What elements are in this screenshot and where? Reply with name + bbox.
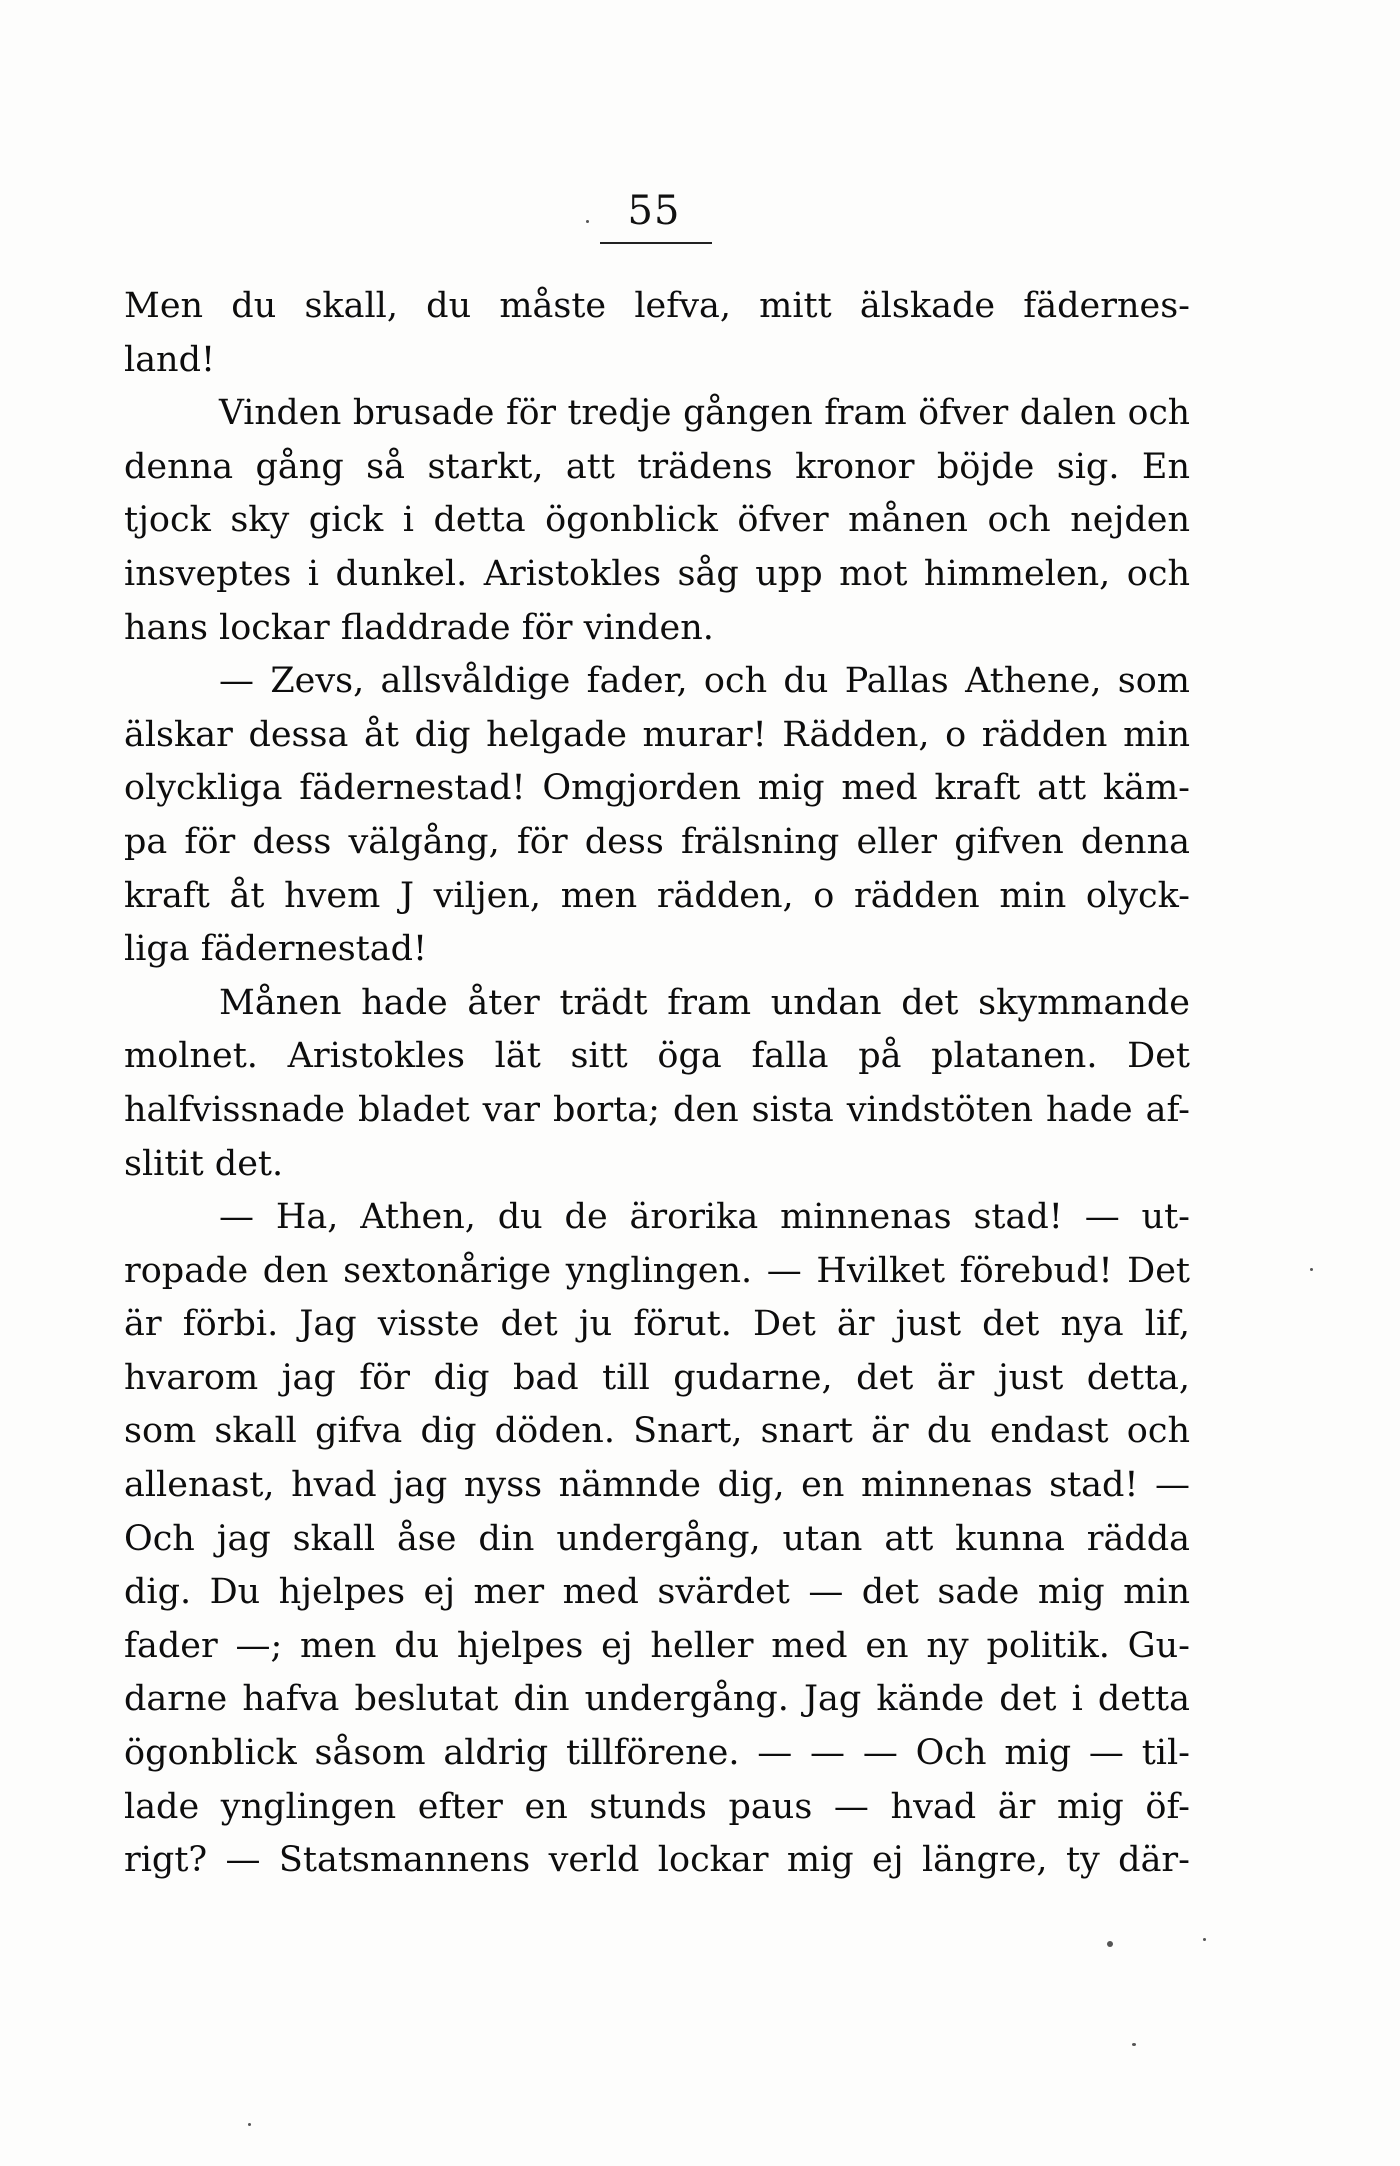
text-line: Månen hade åter trädt fram undan det skymmande (219, 982, 1190, 1023)
text-line: Vinden brusade för tredje gången fram öfver dalen och (219, 393, 1190, 434)
text-line: halfvissnade bladet var borta; den sista vindstöten hade af- (124, 1089, 1190, 1130)
text-line: allenast, hvad jag nyss nämnde dig, en minnenas stad! — (124, 1465, 1190, 1506)
text-line: insveptes i dunkel. Aristokles såg upp mot himmelen, och (124, 553, 1190, 594)
text-line: — Ha, Athen, du de ärorika minnenas stad! — ut- (219, 1197, 1190, 1238)
text-line: är förbi. Jag visste det ju förut. Det är just det nya lif, (124, 1304, 1190, 1345)
text-line: slitit det. (124, 1143, 284, 1184)
page-number: 55 (627, 188, 681, 234)
scan-speck (248, 2123, 251, 2126)
body-text (124, 280, 1190, 1888)
text-line: fader —; men du hjelpes ej heller med en ny politik. Gu- (124, 1625, 1190, 1666)
text-line: rigt? — Statsmannens verld lockar mig ej längre, ty där- (124, 1840, 1190, 1881)
text-line: olyckliga fädernestad! Omgjorden mig med kraft att käm- (124, 768, 1190, 809)
text-line: pa för dess välgång, för dess frälsning eller gifven denna (124, 821, 1190, 862)
text-line: land! (124, 339, 216, 380)
text-line: denna gång så starkt, att trädens kronor böjde sig. En (124, 446, 1190, 487)
scan-speck (1132, 2043, 1136, 2046)
text-line: ropade den sextonårige ynglingen. — Hvilket förebud! Det (124, 1250, 1190, 1291)
text-line: Men du skall, du måste lefva, mitt älskade fädernes- (124, 286, 1190, 326)
scan-speck (586, 220, 589, 223)
text-line: älskar dessa åt dig helgade murar! Rädden, o rädden min (124, 714, 1190, 755)
text-line: hans lockar fladdrade för vinden. (124, 607, 714, 648)
text-line: ögonblick såsom aldrig tillförene. — — — Och mig — til- (124, 1733, 1190, 1774)
text-line: som skall gifva dig döden. Snart, snart är du endast och (124, 1411, 1190, 1452)
text-line: tjock sky gick i detta ögonblick öfver månen och nejden (124, 500, 1190, 541)
text-line: lade ynglingen efter en stunds paus — hvad är mig öf- (124, 1786, 1190, 1827)
text-line: dig. Du hjelpes ej mer med svärdet — det sade mig min (124, 1572, 1190, 1613)
text-line: darne hafva beslutat din undergång. Jag kände det i detta (124, 1679, 1190, 1720)
text-line: — Zevs, allsvåldige fader, och du Pallas Athene, som (219, 661, 1190, 702)
text-line: kraft åt hvem J viljen, men rädden, o rädden min olyck- (124, 875, 1190, 916)
page-number-rule (600, 242, 712, 244)
scan-speck (1310, 1268, 1313, 1271)
text-line: Och jag skall åse din undergång, utan att kunna rädda (124, 1518, 1190, 1559)
scan-speck (1203, 1938, 1206, 1941)
text-line: hvarom jag för dig bad till gudarne, det är just detta, (124, 1357, 1190, 1398)
scan-speck (1107, 1941, 1113, 1947)
text-line: molnet. Aristokles lät sitt öga falla på platanen. Det (124, 1036, 1190, 1077)
text-line: liga fädernestad! (124, 929, 428, 970)
